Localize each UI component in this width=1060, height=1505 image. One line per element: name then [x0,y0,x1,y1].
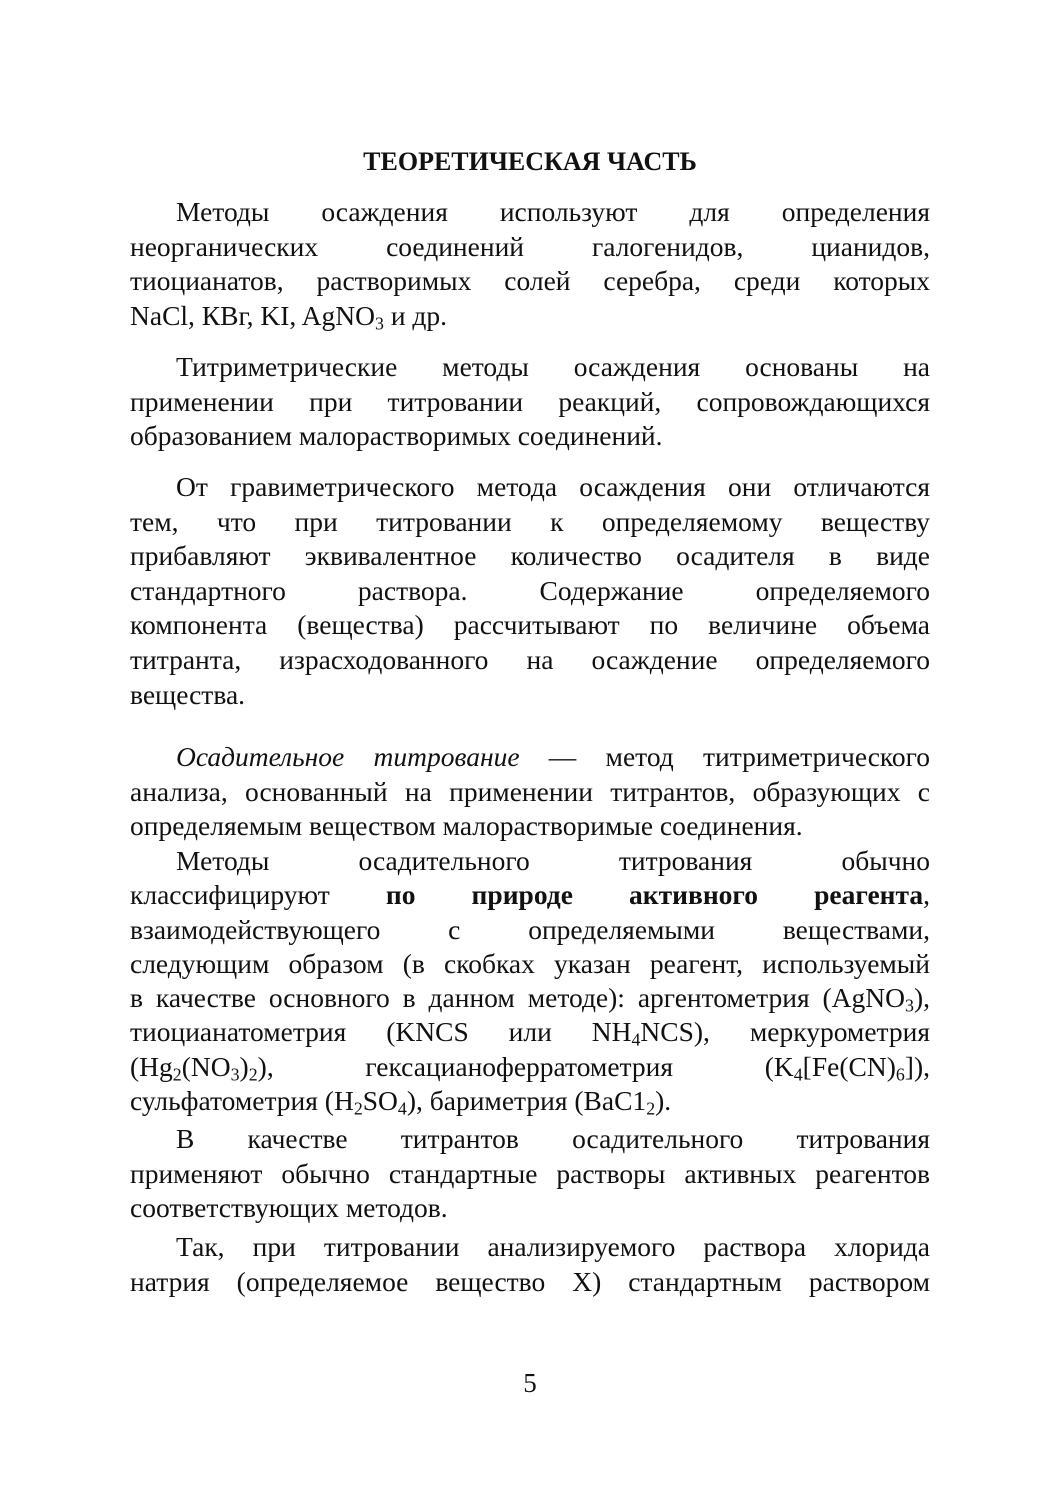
text-line: В качестве титрантов осадительного титрования [176,1123,930,1154]
bold-phrase: по природе активного реагента [385,879,924,911]
text-fragment: ]), [904,1050,930,1082]
text-fragment: ), гексацианоферратометрия (K [257,1050,794,1082]
text-fragment: ), бариметрия (BaC1 [406,1085,647,1117]
subscript: 2 [353,1098,363,1119]
text-line: определяемым веществом малорастворимые соединения. [130,810,803,842]
paragraph-titrimetric [130,350,930,454]
subscript: 4 [631,1029,641,1050]
text-line: применении при титровании реакций, сопровождающихся [130,385,930,417]
paragraph-methods [130,195,930,333]
text-line: От гравиметрического метода осаждения они отличаются [176,471,930,502]
text-line: титранта, израсходованного на осаждение определяемого [130,643,930,675]
text-fragment: (Hg [130,1050,173,1082]
text-line: анализа, основанный на применении титрантов, образующих с [130,775,930,807]
subscript: 3 [905,995,914,1016]
text-line: вещества. [130,678,246,710]
subscript: 4 [793,1064,803,1085]
text-line: натрия (определяемое вещество X) стандартным раствором [130,1265,930,1297]
text-line [130,878,930,912]
text-line: прибавляют эквивалентное количество осадителя в виде [130,540,930,572]
text-line [130,981,930,1015]
text-line: тиоцианатов, растворимых солей серебра, среди которых [130,265,930,297]
text-fragment: в качестве основного в данном методе): аргентометрия (AgNO [130,982,906,1014]
subscript: 3 [375,313,384,334]
subscript: 6 [895,1064,905,1085]
text-line: Методы осаждения используют для определения [176,196,930,227]
text-fragment: (NO [181,1050,231,1082]
text-line: неорганических соединений галогенидов, цианидов, [130,230,930,262]
text-line [130,1015,930,1049]
text-line: Методы осадительного титрования обычно [176,845,930,876]
page-number: 5 [523,1368,537,1398]
section-title: ТЕОРЕТИЧЕСКАЯ ЧАСТЬ [363,147,697,176]
paragraph-example [130,1230,930,1299]
subscript: 3 [230,1064,240,1085]
text-line: образованием малорастворимых соединений. [130,420,663,452]
text-line: тем, что при титровании к определяемому веществу [130,505,930,537]
text-fragment: сульфатометрия (H [130,1085,354,1117]
text-fragment: NCS), меркурометрия [640,1016,930,1048]
text-line [130,1050,930,1084]
paragraph-gravimetric [130,470,930,712]
text-line: компонента (вещества) рассчитывают по величине объема [130,609,930,641]
text-fragment: NaCl, КВг, KI, AgNO [130,299,375,331]
text-fragment: ) [239,1050,249,1082]
text-fragment: тиоцианатометрия (KNCS или NH [130,1016,632,1048]
text-line [130,299,930,334]
text-line: Титриметрические методы осаждения основаны на [176,351,930,382]
text-line: соответствующих методов. [130,1192,448,1224]
text-line: применяют обычно стандартные растворы активных реагентов [130,1157,930,1189]
subscript: 2 [248,1064,258,1085]
text-line: стандартного раствора. Содержание определяемого [130,574,930,606]
defined-term: Осадительное титрование [176,741,520,772]
paragraph-definition [130,740,930,844]
text-line: следующим образом (в скобках указан реагент, используемый [130,947,930,979]
paragraph-titrants [130,1122,930,1226]
subscript: 2 [646,1098,656,1119]
text-fragment: SO [362,1085,398,1117]
text-line [130,1084,930,1118]
text-fragment: — метод титриметрического [519,741,930,772]
text-fragment: и др. [383,299,448,331]
subscript: 2 [172,1064,182,1085]
text-fragment: ), [913,982,930,1014]
text-fragment: ). [655,1085,672,1117]
text-line: взаимодействующего с определяемыми веществами, [130,913,930,945]
text-fragment: [Fe(CN) [802,1050,896,1082]
text-line: Так, при титровании анализируемого раствора хлорида [176,1231,930,1262]
paragraph-classification [130,844,930,1118]
text-fragment: , [923,879,930,911]
text-fragment: классифицируют [130,879,386,911]
text-line [130,740,930,775]
subscript: 4 [397,1098,407,1119]
